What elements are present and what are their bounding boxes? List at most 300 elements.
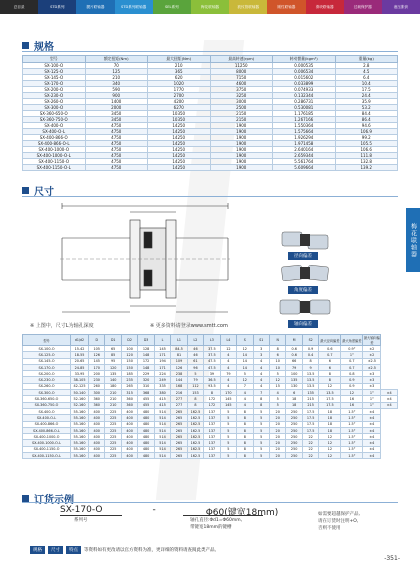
order-model: SX-170-O [60, 505, 103, 515]
dim-cell: 400 [89, 427, 105, 433]
dim-cell: 4 [220, 383, 236, 389]
dim-cell: ±4 [363, 421, 381, 427]
dim-cell: 225 [105, 446, 121, 452]
dim-cell: 5 [269, 402, 285, 408]
dim-header-cell: 最大径向偏差 [319, 335, 341, 346]
dim-cell: 171 [154, 352, 170, 358]
dim-cell: 96 [187, 364, 203, 370]
dim-cell: SX-200-O [23, 371, 71, 377]
dim-cell: 12 [341, 390, 363, 396]
dim-cell: 514 [154, 427, 170, 433]
spec-cell: 111.8 [335, 153, 398, 159]
spec-cell: SX-400-866-O [23, 135, 86, 141]
dim-cell: 79 [286, 364, 302, 370]
dim-cell: 55-160 [71, 434, 89, 440]
spec-cell: 1900 [210, 129, 273, 135]
dim-cell: 52-160 [71, 402, 89, 408]
dim-cell: 95 [105, 358, 121, 364]
spec-cell: 1900 [210, 141, 273, 147]
nav-tab[interactable]: 刚性联轴器 [267, 0, 305, 14]
spec-cell: SX-400-1150-O [23, 159, 86, 165]
dim-cell: 8 [204, 390, 220, 396]
chip-dimension[interactable]: 尺寸 [48, 546, 63, 554]
spec-cell: 1.575664 [273, 129, 336, 135]
dim-cell: 3 [253, 346, 269, 352]
dim-cell: 144 [171, 377, 187, 383]
dim-cell: 480 [138, 446, 154, 452]
spec-cell: 4750 [85, 141, 148, 147]
dim-cell: 162.5 [187, 453, 203, 459]
dim-cell: 480 [138, 415, 154, 421]
side-category-tab[interactable]: 梅花联轴器 [406, 208, 420, 272]
spec-cell: 3000 [210, 99, 273, 105]
dim-cell: 172 [204, 402, 220, 408]
order-section-title [22, 491, 74, 506]
dim-cell: 170 [89, 364, 105, 370]
dim-cell: 22 [302, 453, 318, 459]
dim-cell: 455 [138, 402, 154, 408]
order-divider [22, 502, 398, 503]
dim-cell: 1° [363, 396, 381, 402]
dim-cell: 4 [253, 364, 269, 370]
spec-cell: 2.640164 [273, 147, 336, 153]
dim-cell: 7 [237, 383, 253, 389]
dim-cell: 225 [105, 427, 121, 433]
spec-cell: SX-400-1000-O-L [23, 153, 86, 159]
spec-cell: 590 [85, 87, 148, 93]
dim-cell: 13.5 [302, 371, 318, 377]
dim-cell: 148 [138, 364, 154, 370]
dim-cell: 514 [154, 434, 170, 440]
dim-cell: 52-160 [71, 396, 89, 402]
dim-cell: 162.5 [187, 440, 203, 446]
spec-cell: 1.971458 [273, 141, 336, 147]
dim-cell: 5 [220, 453, 236, 459]
right-caption-3: 否则不使用 [318, 526, 341, 531]
spec-cell: 125 [85, 69, 148, 75]
dim-header-cell: D1 [105, 335, 121, 346]
dim-cell: 5 [253, 440, 269, 446]
dim-cell: 480 [138, 434, 154, 440]
dim-cell: SX-400-866-O-L [23, 427, 71, 433]
bore-underline [183, 515, 263, 516]
axial-misalign-icon [276, 294, 334, 320]
dim-cell: 137 [204, 427, 220, 433]
dim-cell: 8 [237, 440, 253, 446]
dim-cell: 335 [154, 383, 170, 389]
dim-header-cell: d1/d2 [71, 335, 89, 346]
spec-cell: 1900 [210, 159, 273, 165]
dim-cell: 514 [154, 453, 170, 459]
spec-cell: 0.000535 [273, 63, 336, 69]
spec-cell: 0.132344 [273, 93, 336, 99]
spec-cell: SX-360-650-O [23, 111, 86, 117]
dim-cell: 8 [237, 415, 253, 421]
dim-cell: 12 [237, 377, 253, 383]
dim-cell: 20 [269, 453, 285, 459]
dim-cell: 162.5 [187, 434, 203, 440]
dim-header-cell: L [154, 335, 170, 346]
dim-cell: 380 [154, 390, 170, 396]
dim-cell: 400 [89, 408, 105, 414]
dim-cell: 5 [253, 434, 269, 440]
dim-cell: 79 [220, 371, 236, 377]
dim-cell: 20 [269, 446, 285, 452]
dim-cell: 5 [220, 415, 236, 421]
dim-cell: 5 [269, 396, 285, 402]
dim-cell: 250 [286, 427, 302, 433]
spec-cell: SX-400-O [23, 123, 86, 129]
dim-cell: 8 [237, 453, 253, 459]
dim-cell: ±4 [363, 408, 381, 414]
dim-header-cell: S2 [302, 335, 318, 346]
dim-cell: 55-160 [71, 453, 89, 459]
spec-cell: SX-145-O [23, 75, 86, 81]
spec-header-cell: 最大扭矩(Nm) [148, 56, 211, 63]
dim-cell: 6 [286, 390, 302, 396]
dim-cell: 1.5° [341, 440, 363, 446]
dim-cell: 1° [363, 390, 381, 396]
dim-cell: 4 [220, 358, 236, 364]
dim-cell: ±4 [381, 390, 398, 396]
nav-tab[interactable]: 波纹管联轴器 [229, 0, 267, 14]
spec-header-cell: 重量(kg) [335, 56, 398, 63]
spec-cell: SX-125-O [23, 69, 86, 75]
dim-cell: 9 [302, 364, 318, 370]
dim-cell: 0.9 [341, 377, 363, 383]
dim-cell: 0.6 [286, 352, 302, 358]
spec-cell: SX-230-O [23, 93, 86, 99]
dim-cell: 12 [319, 383, 341, 389]
dim-cell: 225 [105, 408, 121, 414]
dim-cell: 514 [154, 415, 170, 421]
dim-cell: 1.5° [341, 453, 363, 459]
dim-cell: 47.5 [204, 364, 220, 370]
dim-cell: 126 [171, 364, 187, 370]
dim-cell: 17.5 [302, 421, 318, 427]
dim-cell: 15 [269, 383, 285, 389]
dim-cell: 400 [121, 415, 137, 421]
dim-cell: 18 [286, 396, 302, 402]
nav-tab[interactable]: 总目录 [0, 0, 38, 14]
dim-cell: 135 [286, 377, 302, 383]
dim-cell: 13.5 [302, 377, 318, 383]
order-bore: Φ60(键宽18mm) [205, 508, 279, 518]
spec-cell: 14250 [148, 123, 211, 129]
spec-cell: 1.267166 [273, 117, 336, 123]
dim-cell: 1° [341, 352, 363, 358]
dim-cell: 162.5 [187, 408, 203, 414]
dim-cell: 55-160 [71, 446, 89, 452]
spec-cell: 0.530081 [273, 105, 336, 111]
order-example-line [60, 505, 278, 518]
spec-table [22, 55, 398, 171]
dim-cell: 37.5 [204, 346, 220, 352]
dim-cell: 100 [286, 371, 302, 377]
radial-misalign-figure [276, 226, 334, 260]
dim-cell: 140 [105, 377, 121, 383]
spec-row [23, 165, 398, 171]
dim-cell: 4 [237, 390, 253, 396]
nav-tab[interactable]: 滑块联轴器 [306, 0, 344, 14]
nav-tab[interactable]: 梅花联轴器 [191, 0, 229, 14]
spec-cell: 14250 [148, 141, 211, 147]
dim-cell: 17.5 [302, 427, 318, 433]
dim-cell: 4 [253, 383, 269, 389]
dim-cell: 120 [105, 364, 121, 370]
dim-cell: 168 [171, 383, 187, 389]
spec-cell: 139.2 [335, 165, 398, 171]
dim-cell: 22 [302, 440, 318, 446]
dim-cell: ±4 [363, 415, 381, 421]
bore-caption-2: 带键宽18mm的键槽 [190, 525, 232, 530]
dim-cell: 137 [204, 434, 220, 440]
dim-cell: SX-360-750-O [23, 402, 71, 408]
dim-cell: 0.6 [319, 346, 341, 352]
dim-header-cell: N [269, 335, 285, 346]
dim-cell: 215 [302, 396, 318, 402]
dim-cell: 514 [154, 440, 170, 446]
spec-cell: 99.2 [335, 135, 398, 141]
dim-cell: 5 [220, 446, 236, 452]
dim-cell: 235 [121, 377, 137, 383]
dim-cell: 360 [89, 396, 105, 402]
spec-cell: 4750 [85, 129, 148, 135]
angular-misalign-icon [276, 260, 334, 286]
axial-misalign-figure [276, 294, 334, 328]
spec-cell: 106.9 [335, 129, 398, 135]
coupling-drawing [60, 198, 230, 318]
spec-cell: 94.6 [335, 123, 398, 129]
dim-cell: 10 [269, 364, 285, 370]
spec-cell: SX-400-866-O-L [23, 141, 86, 147]
dim-cell: 5 [237, 371, 253, 377]
dim-cell: SX-400-1150-O [23, 446, 71, 452]
dim-cell: 415 [154, 396, 170, 402]
dim-cell: 12 [319, 440, 341, 446]
dim-cell: 8 [319, 371, 341, 377]
dim-cell: 137 [204, 453, 220, 459]
spec-cell: SX-100-O [23, 63, 86, 69]
spec-cell: 900 [85, 93, 148, 99]
dim-cell: 20-65 [71, 358, 89, 364]
spec-cell: 1.550364 [273, 123, 336, 129]
dim-cell: 315 [121, 390, 137, 396]
spec-cell: 0.074933 [273, 87, 336, 93]
dim-cell: 514 [154, 408, 170, 414]
dim-cell: ±4 [381, 402, 398, 408]
top-nav [0, 0, 420, 14]
dim-cell: 360 [89, 402, 105, 408]
dim-cell: ±3 [363, 383, 381, 389]
bottom-note [30, 546, 219, 554]
dim-header-cell: S [237, 335, 253, 346]
dim-cell: 8 [237, 434, 253, 440]
dim-cell: 238 [171, 371, 187, 377]
dim-cell: 210 [105, 396, 121, 402]
dim-cell: 137 [204, 440, 220, 446]
dim-cell: 400 [89, 434, 105, 440]
nav-tab[interactable]: 膜片联轴器 [76, 0, 114, 14]
spec-cell: 2000 [85, 105, 148, 111]
spec-cell: SX-360-750-O [23, 117, 86, 123]
spec-cell: 0.006534 [273, 69, 336, 75]
dim-cell: SX-400-1150-O-L [23, 453, 71, 459]
dim-cell: 17.5 [319, 402, 341, 408]
dim-cell: ±2.5 [363, 358, 381, 364]
spec-cell: 2150 [210, 117, 273, 123]
nav-tab[interactable]: 液压胀套 [382, 0, 420, 14]
dim-cell: 16 [341, 396, 363, 402]
dim-cell: 310 [138, 383, 154, 389]
spec-cell: 4200 [148, 99, 211, 105]
spec-cell: 1.926294 [273, 135, 336, 141]
dim-cell: 224 [154, 371, 170, 377]
nav-tab[interactable]: 过载保护器 [344, 0, 382, 14]
dim-cell: 8 [237, 421, 253, 427]
spec-cell: 14250 [148, 159, 211, 165]
spec-cell: 8000 [210, 69, 273, 75]
spec-cell: 11250 [210, 63, 273, 69]
dim-cell: 400 [121, 440, 137, 446]
dim-cell: 5 [253, 446, 269, 452]
spec-cell: 2.659344 [273, 153, 336, 159]
dim-cell: 3 [253, 352, 269, 358]
spec-cell: 2700 [148, 93, 211, 99]
angular-misalign-label: 角度偏差 [288, 286, 318, 294]
dim-cell: 1.5° [341, 427, 363, 433]
dim-cell: 18 [319, 427, 341, 433]
dim-cell: 14 [237, 358, 253, 364]
spec-cell: 210 [85, 75, 148, 81]
dim-cell: ±4 [363, 434, 381, 440]
spec-cell: 10350 [148, 111, 211, 117]
dim-cell: 5 [253, 453, 269, 459]
nav-tab[interactable]: STD系列 [38, 0, 76, 14]
dim-header-cell: S1 [253, 335, 269, 346]
dim-cell: 194 [154, 358, 170, 364]
dim-cell: 4 [220, 377, 236, 383]
dim-cell: 400 [121, 408, 137, 414]
dim-cell: 137 [204, 421, 220, 427]
spec-cell: 4.5 [335, 69, 398, 75]
dim-row [23, 453, 398, 459]
spec-cell: 365 [148, 69, 211, 75]
nav-tab[interactable]: SEL系列 [153, 0, 191, 14]
dim-cell: SX-400-O-L [23, 415, 71, 421]
spec-header-cell: 转动惯量(kgm²) [273, 56, 336, 63]
dim-cell: 172 [204, 396, 220, 402]
radial-misalign-icon [276, 226, 334, 252]
dim-cell: 360 [121, 396, 137, 402]
dim-cell: 250 [286, 440, 302, 446]
spec-cell: 210 [148, 63, 211, 69]
dim-cell: 225 [105, 415, 121, 421]
dim-cell: 4 [269, 390, 285, 396]
spec-cell: 14250 [148, 153, 211, 159]
dim-cell: 5 [253, 408, 269, 414]
dim-cell: 415 [154, 402, 170, 408]
dim-cell: SX-230-O [23, 377, 71, 383]
dim-cell: 137 [204, 446, 220, 452]
spec-cell: SX-400-1000-O [23, 147, 86, 153]
dim-cell: 210 [105, 402, 121, 408]
dim-cell: 47.5 [204, 358, 220, 364]
dim-cell: 135 [302, 390, 318, 396]
dim-cell: 126 [89, 352, 105, 358]
section-square-icon [22, 495, 29, 502]
spec-cell: 3250 [210, 93, 273, 99]
dim-cell: 8 [237, 446, 253, 452]
dim-cell: 480 [138, 408, 154, 414]
dim-cell: 20 [269, 421, 285, 427]
spec-cell: 0.015602 [273, 75, 336, 81]
bottom-note-text: 等资料如有更改请以官方资料为准，更详细的资料请查阅此类产品。 [84, 548, 219, 553]
dim-cell: 36.5 [204, 377, 220, 383]
spec-cell: 10.4 [335, 81, 398, 87]
dim-cell: 229 [138, 371, 154, 377]
dim-header-cell: 最大角度偏差 [341, 335, 363, 346]
dim-cell: 120 [121, 352, 137, 358]
dim-cell: SX-125-O [23, 352, 71, 358]
axial-misalign-label: 轴向偏差 [288, 320, 318, 328]
dim-cell: 400 [89, 453, 105, 459]
dim-cell: ±4 [363, 453, 381, 459]
spec-cell: 17.5 [335, 87, 398, 93]
dim-cell: 105 [89, 346, 105, 352]
dim-header-cell: M [286, 335, 302, 346]
dim-cell: 170 [220, 390, 236, 396]
dim-cell: 65 [105, 346, 121, 352]
dim-cell: 0.7 [319, 352, 341, 358]
chip-spec[interactable]: 规格 [30, 546, 45, 554]
dim-cell: 109 [171, 358, 187, 364]
dim-cell: 148 [138, 352, 154, 358]
dim-cell: 18 [319, 408, 341, 414]
dim-cell: 8 [253, 396, 269, 402]
dim-cell: 6 [269, 352, 285, 358]
spec-cell: 0.033899 [273, 81, 336, 87]
dim-cell: SX-145-O [23, 358, 71, 364]
dim-cell: 20 [269, 434, 285, 440]
dim-cell: 17.5 [302, 408, 318, 414]
spec-cell: 1.176185 [273, 111, 336, 117]
dim-cell: 4 [253, 371, 269, 377]
dim-cell: 4 [253, 377, 269, 383]
spec-cell: 1770 [148, 87, 211, 93]
model-caption: 系列号 [74, 518, 88, 523]
nav-tab[interactable]: STD系列联轴器 [115, 0, 153, 14]
dim-cell: 12 [319, 453, 341, 459]
dim-cell: 145 [220, 396, 236, 402]
dim-header-cell: L2 [187, 335, 203, 346]
dim-cell: 225 [105, 453, 121, 459]
dim-cell: 162.5 [187, 421, 203, 427]
dim-cell: 400 [121, 427, 137, 433]
dimension-title: 尺寸 [34, 187, 54, 198]
spec-cell: 6.4 [335, 75, 398, 81]
spec-cell: 14250 [148, 147, 211, 153]
spec-cell: 86.4 [335, 117, 398, 123]
dim-cell: 42-125 [71, 383, 89, 389]
dim-cell: ±2 [363, 346, 381, 352]
chip-feature[interactable]: 特点 [66, 546, 81, 554]
dim-cell: 20 [269, 408, 285, 414]
dim-cell: 137 [204, 408, 220, 414]
dim-cell: 1.5° [341, 408, 363, 414]
dim-cell: 300 [89, 390, 105, 396]
dim-cell: 0.9 [302, 346, 318, 352]
